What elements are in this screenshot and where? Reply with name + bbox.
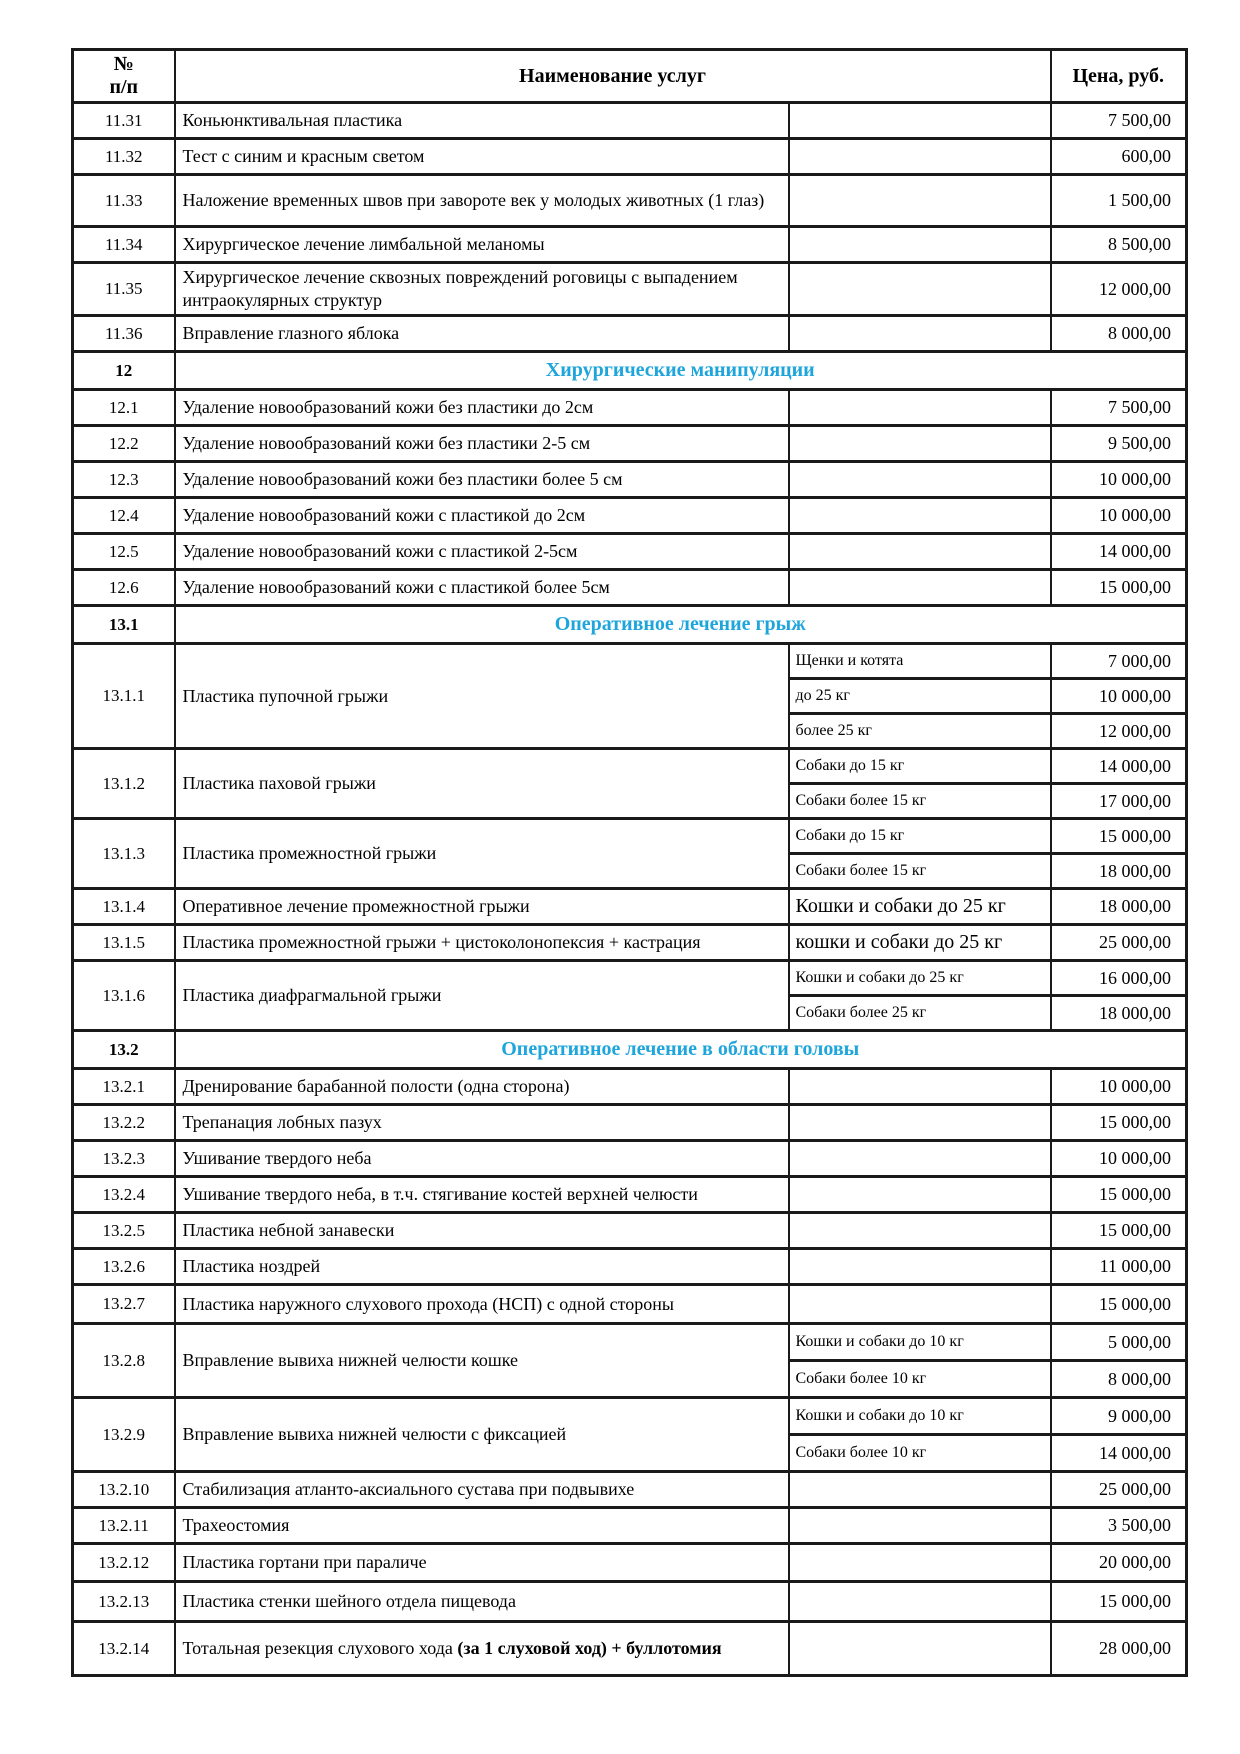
service-number: 12.2	[73, 426, 175, 462]
weight-category-cell: Собаки более 10 кг	[789, 1361, 1051, 1398]
price-cell: 14 000,00	[1051, 1435, 1187, 1472]
weight-category-cell	[789, 1177, 1051, 1213]
service-name: Удаление новообразований кожи с пластикой 2-5см	[182, 541, 578, 562]
service-name: Вправление глазного яблока	[182, 323, 400, 344]
service-name: Трепанация лобных пазух	[182, 1112, 382, 1133]
service-name-cell	[175, 1622, 789, 1676]
service-name: Удаление новообразований кожи без пластики до 2см	[182, 397, 594, 418]
price-cell: 1 500,00	[1051, 175, 1187, 227]
price-cell: 7 500,00	[1051, 390, 1187, 426]
service-number: 13.2.2	[73, 1105, 175, 1141]
price-cell: 7 500,00	[1051, 103, 1187, 139]
service-row	[73, 462, 1187, 498]
service-row	[73, 1472, 1187, 1508]
column-header-number-line2: п/п	[109, 76, 139, 98]
service-row	[73, 103, 1187, 139]
service-row	[73, 889, 1187, 925]
weight-category-cell: Собаки более 10 кг	[789, 1435, 1051, 1472]
service-row	[73, 1105, 1187, 1141]
service-number: 12.3	[73, 462, 175, 498]
price-cell: 15 000,00	[1051, 570, 1187, 606]
service-subrow	[73, 1324, 1187, 1361]
service-name-cell	[175, 139, 789, 175]
service-name-cell	[175, 534, 789, 570]
service-name: Наложение временных швов при завороте век у молодых животных (1 глаз)	[182, 189, 765, 210]
weight-category-cell	[789, 175, 1051, 227]
price-cell: 10 000,00	[1051, 679, 1187, 714]
service-name: Оперативное лечение промежностной грыжи	[182, 896, 530, 917]
service-number: 13.2.10	[73, 1472, 175, 1508]
service-name-cell	[175, 1285, 789, 1324]
price-cell: 3 500,00	[1051, 1508, 1187, 1544]
service-row	[73, 1069, 1187, 1105]
service-name-cell	[175, 263, 789, 316]
service-name-bold-part: (за 1 слуховой ход) + буллотомия	[457, 1638, 722, 1659]
service-subrow	[73, 749, 1187, 784]
service-name: Тотальная резекция слухового хода	[182, 1638, 458, 1659]
service-number: 11.35	[73, 263, 175, 316]
weight-category-cell	[789, 390, 1051, 426]
weight-category-cell	[789, 1249, 1051, 1285]
service-number: 13.1.6	[73, 961, 175, 1031]
service-name: Пластика ноздрей	[182, 1256, 321, 1277]
service-name-cell: Пластика паховой грыжи	[175, 749, 789, 819]
service-row	[73, 534, 1187, 570]
price-cell: 12 000,00	[1051, 263, 1187, 316]
service-row	[73, 1141, 1187, 1177]
service-row	[73, 316, 1187, 352]
weight-category-cell: до 25 кг	[789, 679, 1051, 714]
service-row	[73, 1213, 1187, 1249]
price-cell: 15 000,00	[1051, 1105, 1187, 1141]
service-subrow	[73, 1398, 1187, 1435]
column-header-price: Цена, руб.	[1051, 50, 1187, 103]
service-row	[73, 175, 1187, 227]
price-cell: 20 000,00	[1051, 1544, 1187, 1582]
service-number: 13.2.6	[73, 1249, 175, 1285]
service-name-cell	[175, 1213, 789, 1249]
section-number: 12	[73, 352, 175, 390]
service-name: Ушивание твердого неба	[182, 1148, 372, 1169]
service-number: 11.33	[73, 175, 175, 227]
weight-category-cell: кошки и собаки до 25 кг	[789, 925, 1051, 961]
service-name: Пластика наружного слухового прохода (НСП) с одной стороны	[182, 1293, 675, 1314]
weight-category-cell: Кошки и собаки до 25 кг	[789, 889, 1051, 925]
service-number: 13.1.3	[73, 819, 175, 889]
weight-category-cell: Кошки и собаки до 10 кг	[789, 1324, 1051, 1361]
weight-category-cell	[789, 1582, 1051, 1622]
section-row	[73, 1031, 1187, 1069]
service-row	[73, 498, 1187, 534]
service-row	[73, 570, 1187, 606]
service-name: Удаление новообразований кожи с пластикой более 5см	[182, 577, 610, 598]
service-row	[73, 1544, 1187, 1582]
weight-category-cell	[789, 139, 1051, 175]
price-cell: 8 000,00	[1051, 316, 1187, 352]
price-cell: 17 000,00	[1051, 784, 1187, 819]
price-cell: 15 000,00	[1051, 1177, 1187, 1213]
price-cell: 8 000,00	[1051, 1361, 1187, 1398]
weight-category-cell	[789, 1285, 1051, 1324]
service-name-cell	[175, 889, 789, 925]
service-name-cell: Пластика промежностной грыжи	[175, 819, 789, 889]
service-name-cell	[175, 1177, 789, 1213]
service-number: 13.2.7	[73, 1285, 175, 1324]
table-header-row	[73, 50, 1187, 103]
section-number: 13.2	[73, 1031, 175, 1069]
service-row	[73, 925, 1187, 961]
service-subrow	[73, 819, 1187, 854]
service-row	[73, 1285, 1187, 1324]
price-cell: 11 000,00	[1051, 1249, 1187, 1285]
service-name: Пластика стенки шейного отдела пищевода	[182, 1591, 516, 1612]
service-name: Пластика промежностной грыжи + цистоколонопексия + кастрация	[182, 932, 701, 953]
service-name-cell: Вправление вывиха нижней челюсти с фиксацией	[175, 1398, 789, 1472]
service-row	[73, 227, 1187, 263]
price-cell: 12 000,00	[1051, 714, 1187, 749]
price-cell: 600,00	[1051, 139, 1187, 175]
service-name: Трахеостомия	[182, 1515, 290, 1536]
price-cell: 14 000,00	[1051, 534, 1187, 570]
service-number: 13.1.2	[73, 749, 175, 819]
price-table-body	[73, 103, 1187, 1676]
service-row	[73, 1582, 1187, 1622]
service-number: 12.4	[73, 498, 175, 534]
service-number: 13.1.4	[73, 889, 175, 925]
service-name-cell	[175, 426, 789, 462]
service-number: 12.6	[73, 570, 175, 606]
section-title: Оперативное лечение грыж	[175, 606, 1187, 644]
weight-category-cell: Кошки и собаки до 25 кг	[789, 961, 1051, 996]
price-cell: 15 000,00	[1051, 1582, 1187, 1622]
price-cell: 15 000,00	[1051, 1213, 1187, 1249]
service-name-cell	[175, 570, 789, 606]
service-name-cell	[175, 227, 789, 263]
section-row	[73, 606, 1187, 644]
weight-category-cell: Собаки более 15 кг	[789, 854, 1051, 889]
service-number: 12.5	[73, 534, 175, 570]
service-name: Тест с синим и красным светом	[182, 145, 425, 166]
price-cell: 15 000,00	[1051, 1285, 1187, 1324]
weight-category-cell	[789, 534, 1051, 570]
column-header-service-name: Наименование услуг	[175, 50, 1051, 103]
service-number: 12.1	[73, 390, 175, 426]
weight-category-cell: Собаки до 15 кг	[789, 819, 1051, 854]
price-cell: 10 000,00	[1051, 1141, 1187, 1177]
price-cell: 9 000,00	[1051, 1398, 1187, 1435]
price-cell: 25 000,00	[1051, 925, 1187, 961]
weight-category-cell	[789, 103, 1051, 139]
service-number: 13.2.4	[73, 1177, 175, 1213]
price-cell: 9 500,00	[1051, 426, 1187, 462]
service-subrow	[73, 961, 1187, 996]
weight-category-cell	[789, 227, 1051, 263]
service-name: Стабилизация атланто-аксиального сустава при подвывихе	[182, 1479, 635, 1500]
price-cell: 18 000,00	[1051, 996, 1187, 1031]
column-header-number-line1: №	[113, 53, 134, 75]
weight-category-cell	[789, 426, 1051, 462]
price-cell: 15 000,00	[1051, 819, 1187, 854]
service-name: Удаление новообразований кожи без пластики 2-5 см	[182, 433, 591, 454]
service-name-cell	[175, 1141, 789, 1177]
service-number: 13.2.13	[73, 1582, 175, 1622]
weight-category-cell	[789, 1105, 1051, 1141]
service-number: 13.2.12	[73, 1544, 175, 1582]
service-row	[73, 426, 1187, 462]
weight-category-cell	[789, 570, 1051, 606]
price-cell: 10 000,00	[1051, 462, 1187, 498]
service-name: Пластика гортани при параличе	[182, 1552, 427, 1573]
weight-category-cell: Собаки до 15 кг	[789, 749, 1051, 784]
column-header-number	[73, 50, 175, 103]
service-name-cell	[175, 175, 789, 227]
weight-category-cell: Щенки и котята	[789, 644, 1051, 679]
section-number: 13.1	[73, 606, 175, 644]
service-name-cell	[175, 498, 789, 534]
service-name-cell	[175, 390, 789, 426]
service-row	[73, 1249, 1187, 1285]
service-row	[73, 390, 1187, 426]
price-cell: 8 500,00	[1051, 227, 1187, 263]
service-row	[73, 139, 1187, 175]
service-name-cell	[175, 1544, 789, 1582]
service-name: Хирургическое лечение лимбальной меланомы	[182, 233, 545, 254]
service-name: Дренирование барабанной полости (одна сторона)	[182, 1076, 570, 1097]
weight-category-cell	[789, 498, 1051, 534]
section-title: Оперативное лечение в области головы	[175, 1031, 1187, 1069]
service-name-cell: Вправление вывиха нижней челюсти кошке	[175, 1324, 789, 1398]
service-row	[73, 1177, 1187, 1213]
service-row	[73, 263, 1187, 316]
service-name: Удаление новообразований кожи с пластикой до 2см	[182, 505, 586, 526]
section-row	[73, 352, 1187, 390]
service-name-cell	[175, 925, 789, 961]
weight-category-cell	[789, 462, 1051, 498]
service-number: 13.2.11	[73, 1508, 175, 1544]
weight-category-cell	[789, 1544, 1051, 1582]
service-name: Пластика небной занавески	[182, 1220, 395, 1241]
service-number: 13.2.9	[73, 1398, 175, 1472]
service-name-cell	[175, 103, 789, 139]
weight-category-cell	[789, 1622, 1051, 1676]
price-cell: 7 000,00	[1051, 644, 1187, 679]
service-name-cell: Пластика диафрагмальной грыжи	[175, 961, 789, 1031]
service-name: Ушивание твердого неба, в т.ч. стягивание костей верхней челюсти	[182, 1184, 698, 1205]
weight-category-cell	[789, 1141, 1051, 1177]
service-subrow	[73, 644, 1187, 679]
service-name-cell: Пластика пупочной грыжи	[175, 644, 789, 749]
weight-category-cell	[789, 263, 1051, 316]
weight-category-cell	[789, 1472, 1051, 1508]
service-number: 11.36	[73, 316, 175, 352]
service-number: 13.2.14	[73, 1622, 175, 1676]
services-price-table	[71, 48, 1188, 1677]
service-name-cell	[175, 462, 789, 498]
price-cell: 18 000,00	[1051, 889, 1187, 925]
weight-category-cell	[789, 1508, 1051, 1544]
price-cell: 10 000,00	[1051, 1069, 1187, 1105]
price-cell: 25 000,00	[1051, 1472, 1187, 1508]
weight-category-cell: более 25 кг	[789, 714, 1051, 749]
service-row	[73, 1508, 1187, 1544]
service-name-cell	[175, 1582, 789, 1622]
price-cell: 16 000,00	[1051, 961, 1187, 996]
service-name-cell	[175, 1249, 789, 1285]
price-cell: 10 000,00	[1051, 498, 1187, 534]
weight-category-cell	[789, 1069, 1051, 1105]
service-number: 13.2.5	[73, 1213, 175, 1249]
service-number: 11.32	[73, 139, 175, 175]
weight-category-cell: Кошки и собаки до 10 кг	[789, 1398, 1051, 1435]
service-name-cell	[175, 316, 789, 352]
service-number: 11.31	[73, 103, 175, 139]
price-cell: 5 000,00	[1051, 1324, 1187, 1361]
price-cell: 14 000,00	[1051, 749, 1187, 784]
weight-category-cell	[789, 1213, 1051, 1249]
service-number: 13.2.8	[73, 1324, 175, 1398]
weight-category-cell: Собаки более 15 кг	[789, 784, 1051, 819]
weight-category-cell	[789, 316, 1051, 352]
service-name-cell	[175, 1069, 789, 1105]
service-name: Хирургическое лечение сквозных повреждений роговицы с выпадением интраокулярных структур	[182, 267, 738, 311]
service-row	[73, 1622, 1187, 1676]
service-name: Удаление новообразований кожи без пластики более 5 см	[182, 469, 623, 490]
service-name: Коньюнктивальная пластика	[182, 109, 403, 130]
service-number: 13.1.5	[73, 925, 175, 961]
service-number: 13.2.3	[73, 1141, 175, 1177]
service-number: 13.1.1	[73, 644, 175, 749]
price-cell: 18 000,00	[1051, 854, 1187, 889]
service-number: 11.34	[73, 227, 175, 263]
price-cell: 28 000,00	[1051, 1622, 1187, 1676]
weight-category-cell: Собаки более 25 кг	[789, 996, 1051, 1031]
service-name-cell	[175, 1105, 789, 1141]
service-name-cell	[175, 1508, 789, 1544]
service-name-cell	[175, 1472, 789, 1508]
service-number: 13.2.1	[73, 1069, 175, 1105]
section-title: Хирургические манипуляции	[175, 352, 1187, 390]
